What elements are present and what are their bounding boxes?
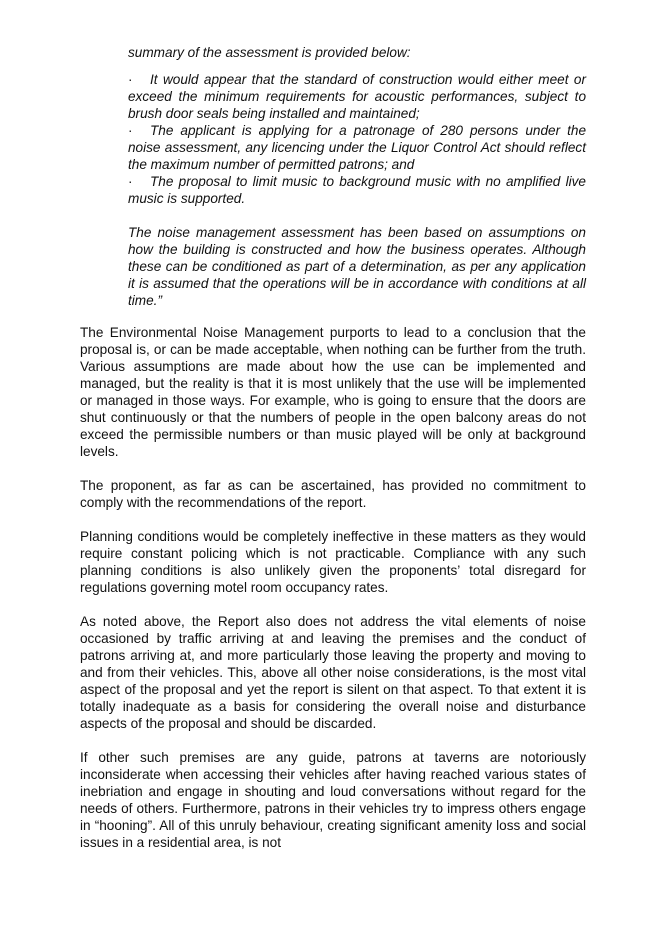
body-paragraph-3: Planning conditions would be completely ineffective in these matters as they would require constant policing which is not practicable. Compliance with any such planning conditions is also unlikely given the proponents’ total disregard for regulations governing motel room occupancy rates. bbox=[80, 529, 586, 595]
body-paragraph-5: If other such premises are any guide, patrons at taverns are notoriously inconsiderate when accessing their vehicles after having reached various states of inebriation and engage in shouting and loud conversations without regard for the needs of others. Furthermore, patrons in their vehicles try to impress others engage in “hooning”. All of this unruly behaviour, creating significant amenity loss and social issues in a residential area, is not bbox=[80, 750, 586, 850]
quote-bullet-1 bbox=[128, 71, 586, 122]
quoted-assessment-block bbox=[128, 44, 586, 309]
quote-intro: summary of the assessment is provided below: bbox=[128, 45, 411, 60]
bullet-dot-icon: · bbox=[128, 72, 133, 87]
quote-bullet-3 bbox=[128, 173, 586, 207]
body-paragraph-4: As noted above, the Report also does not address the vital elements of noise occasioned by traffic arriving at and leaving the premises and the conduct of patrons arriving at, and more particularly those leaving the property and moving to and from their vehicles. This, above all other noise considerations, is the most vital aspect of the proposal and yet the report is silent on that aspect. To that extent it is totally inadequate as a basis for considering the overall noise and disturbance aspects of the proposal and should be discarded. bbox=[80, 614, 586, 731]
body-text-block bbox=[80, 324, 586, 868]
quote-bullet-2 bbox=[128, 122, 586, 173]
quote-bullet-text: The applicant is applying for a patronage of 280 persons under the noise assessment, any licencing under the Liquor Control Act should reflect the maximum number of permitted patrons; and bbox=[128, 123, 586, 172]
bullet-dot-icon: · bbox=[128, 123, 133, 138]
body-paragraph-2: The proponent, as far as can be ascertained, has provided no commitment to comply with the recommendations of the report. bbox=[80, 478, 586, 510]
body-paragraph-1: The Environmental Noise Management purports to lead to a conclusion that the proposal is, or can be made acceptable, when nothing can be further from the truth. Various assumptions are made about how the use can be implemented and managed, but the reality is that it is most unlikely that the use will be implemented or managed in those ways. For example, who is going to ensure that the doors are shut continuously or that the numbers of people in the open balcony areas do not exceed the permissible numbers or than music played will be only at background levels. bbox=[80, 325, 586, 459]
quote-closing-paragraph: The noise management assessment has been based on assumptions on how the building is constructed and how the business operates. Although these can be conditioned as part of a determination, as per any application it is assumed that the operations will be in accordance with conditions at all time.” bbox=[128, 225, 586, 308]
quote-bullet-text: The proposal to limit music to background music with no amplified live music is supported. bbox=[128, 174, 586, 206]
quote-bullet-text: It would appear that the standard of construction would either meet or exceed the minimum requirements for acoustic performances, subject to brush door seals being installed and maintained; bbox=[128, 72, 586, 121]
bullet-dot-icon: · bbox=[128, 174, 133, 189]
